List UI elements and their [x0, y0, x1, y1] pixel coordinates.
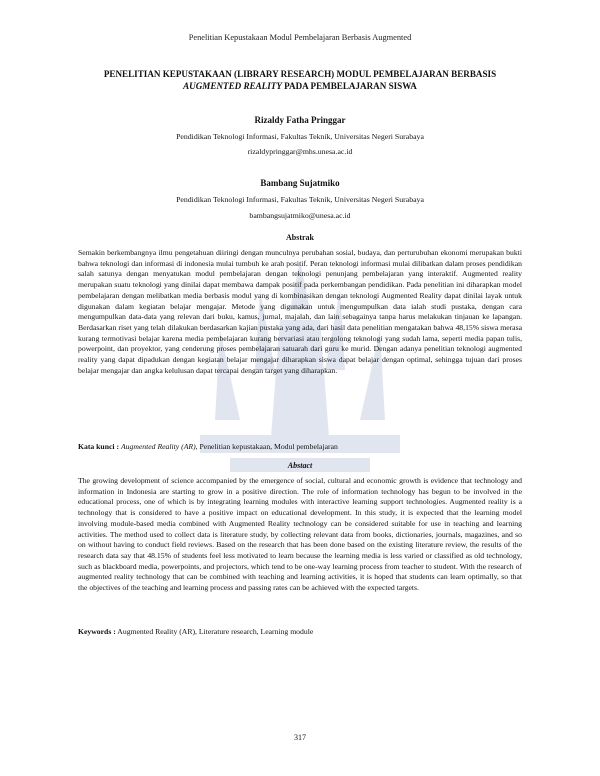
author-2-affiliation: Pendidikan Teknologi Informasi, Fakultas Teknik, Universitas Negeri Surabaya	[176, 195, 424, 204]
author-2-name: Bambang Sujatmiko	[260, 178, 340, 188]
abstrak-text: Semakin berkembangnya ilmu pengetahuan diiringi dengan munculnya perubahan sosial, budaya, dan perturubuhan ekonomi merupakan bukti bahwa teknologi dan informasi di indonesia mulai tumbuh ke arah positif. Peran teknologi informasi mulai dilibatkan dalam proses pendidikan salah satunya dengan menyatukan modul pembelajaran dengan teknologi penunjang pembelajaran yang interaktif. Augmented reality merupakan suatu teknologi yang dinilai dapat membawa dampak positif pada perkembangan pendidikan. Pada penelitian ini diharapkan model pembelajaran dengan melibatkan media berbasis modul yang di kombinasikan dengan teknologi Augmented Reality dapat dinilai layak untuk digunakan dalam kegiatan belajar mengajar. Metode yang digunakan untuk mengumpulkan data ialah studi pustaka, dengan cara mengumpulkan data-data yang relevan dari buku, kamus, jurnal, majalah, dan lain sebagainya tanpa harus melakukan tinjauan ke lapangan. Berdasarkan riset yang telah dilakukan berdasarkan kajian pustaka yang ada, dari hasil data penelitian mengatakan bahwa 48,15% siswa merasa kurang termotivasi belajar karena media pembelajaran kurang bervariasi atau tergolong teknologi yang sudah lama, seperti media papan tulis, powerpoint, dan proyektor, yang cenderung proses pembelajaran satuarah dari guru ke murid. Dengan adanya penelitian teknologi augmented reality yang dapat dipadukan dengan kegiatan belajar mengajar diharapkan siswa dapat belajar dengan optimal, sehingga tujuan dari proses belajar mengajar dan angka kelulusan dapat tercapai dengan target yang diharapkan.	[78, 248, 522, 375]
kata-kunci-rest: Penelitian kepustakaan, Modul pembelajaran	[197, 442, 338, 451]
abstrak-heading: Abstrak	[285, 233, 314, 242]
author-1-email: rizaldypringgar@mhs.unesa.ac.id	[247, 147, 353, 156]
kata-kunci-italic: Augmented Reality (AR),	[120, 442, 198, 451]
title-line-2	[60, 80, 540, 92]
abstrak-keywords	[78, 442, 522, 451]
author-1-name: Rizaldy Fatha Pringgar	[254, 115, 346, 125]
kata-kunci-label: Kata kunci :	[78, 442, 120, 451]
running-head: Penelitian Kepustakaan Modul Pembelajaran Berbasis Augmented	[188, 33, 412, 42]
page-number: 317	[294, 733, 306, 742]
abstract-text: The growing development of science accompanied by the emergence of social, cultural and economic growth is evidence that technology and information in Indonesia are starting to grow in a positive direction. The role of information technology has begun to be involved in the educational process, one of which is by integrating learning modules with interactive learning support technologies. Augmented reality is a technology that is considered to have a positive impact on educational development. In this study, it is expected that the learning model involving module-based media combined with Augmented Reality technology can be considered suitable for use in teaching and learning activities. The method used to collect data is literature study, by collecting relevant data from books, dictionaries, journals, magazines, and so on without having to conduct field reviews. Based on the research that has been done based on the existing literature review, the results of the research data say that 48.15% of students feel less motivated to learn because the learning media is less varied or classified as old technology, such as blackboard media, powerpoints, and projectors, which tend to be one-way learning process from teacher to student. With the research of augmented reality technology that can be combined with teaching and learning activities, it is hoped that students can learn optimally, so that the objectives of the teaching and learning process and passing rates can be achieved with the expected targets.	[78, 476, 522, 593]
abstract-heading: Abstact	[287, 461, 313, 470]
title-line-2-rest: PADA PEMBELAJARAN SISWA	[281, 81, 417, 91]
title-line-1: PENELITIAN KEPUSTAKAAN (LIBRARY RESEARCH) MODUL PEMBELAJARAN BERBASIS	[103, 69, 497, 79]
paper-title	[60, 68, 540, 92]
keywords-label: Keywords :	[78, 627, 116, 636]
author-2-email: bambangsujatmiko@unesa.ac.id	[249, 211, 351, 220]
abstract-keywords	[78, 627, 522, 636]
author-1-affiliation: Pendidikan Teknologi Informasi, Fakultas Teknik, Universitas Negeri Surabaya	[176, 132, 424, 141]
keywords-rest: Augmented Reality (AR), Literature research, Learning module	[115, 627, 314, 636]
title-italic-term: AUGMENTED REALITY	[183, 81, 282, 91]
